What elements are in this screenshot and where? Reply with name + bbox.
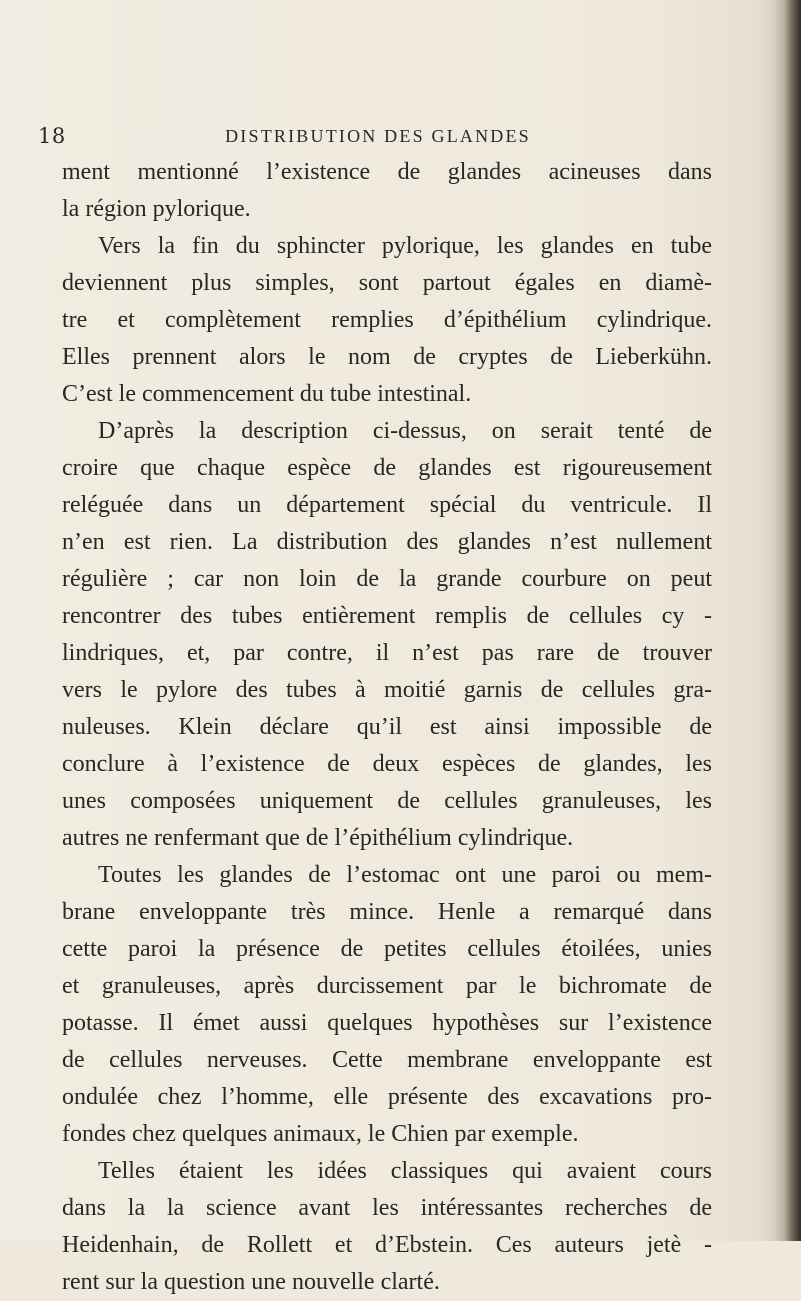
text-line: Vers la fin du sphincter pylorique, les glandes en tube <box>98 233 712 259</box>
text-line: vers le pylore des tubes à moitié garnis de cellules gra- <box>62 677 712 703</box>
text-line: potasse. Il émet aussi quelques hypothèses sur l’existence <box>62 1010 712 1036</box>
page-edge-shadow <box>759 0 801 1241</box>
text-line: reléguée dans un département spécial du ventricule. Il <box>62 492 712 518</box>
text-line: et granuleuses, après durcissement par le bichromate de <box>62 973 712 999</box>
text-line: régulière ; car non loin de la grande courbure on peut <box>62 566 712 592</box>
text-line: unes composées uniquement de cellules granuleuses, les <box>62 788 712 814</box>
text-line: conclure à l’existence de deux espèces de glandes, les <box>62 751 712 777</box>
text-line: deviennent plus simples, sont partout égales en diamè- <box>62 270 712 296</box>
text-line: C’est le commencement du tube intestinal. <box>62 381 472 407</box>
text-line: dans la la science avant les intéressantes recherches de <box>62 1195 712 1221</box>
text-line: Telles étaient les idées classiques qui avaient cours <box>98 1158 712 1184</box>
text-line: fondes chez quelques animaux, le Chien par exemple. <box>62 1121 579 1147</box>
body-text <box>62 154 712 1301</box>
text-line: rencontrer des tubes entièrement remplis de cellules cy - <box>62 603 712 629</box>
text-line: rent sur la question une nouvelle clarté. <box>62 1269 440 1295</box>
page-number: 18 <box>38 124 66 148</box>
text-line: Elles prennent alors le nom de cryptes de Lieberkühn. <box>62 344 712 370</box>
text-line: la région pylorique. <box>62 196 251 222</box>
text-line: nuleuses. Klein déclare qu’il est ainsi impossible de <box>62 714 712 740</box>
text-line: Toutes les glandes de l’estomac ont une paroi ou mem- <box>98 862 712 888</box>
text-line: lindriques, et, par contre, il n’est pas rare de trouver <box>62 640 712 666</box>
text-line: ondulée chez l’homme, elle présente des excavations pro- <box>62 1084 712 1110</box>
text-line: croire que chaque espèce de glandes est rigoureusement <box>62 455 712 481</box>
text-line: brane enveloppante très mince. Henle a remarqué dans <box>62 899 712 925</box>
text-line: ment mentionné l’existence de glandes acineuses dans <box>62 159 712 185</box>
text-line: D’après la description ci-dessus, on serait tenté de <box>98 418 712 444</box>
running-title: DISTRIBUTION DES GLANDES <box>225 126 531 146</box>
text-line: tre et complètement remplies d’épithélium cylindrique. <box>62 307 712 333</box>
text-line: n’en est rien. La distribution des glandes n’est nullement <box>62 529 712 555</box>
text-line: Heidenhain, de Rollett et d’Ebstein. Ces auteurs jetè - <box>62 1232 712 1258</box>
running-head <box>38 124 718 154</box>
text-line: autres ne renfermant que de l’épithélium cylindrique. <box>62 825 574 851</box>
text-line: cette paroi la présence de petites cellules étoilées, unies <box>62 936 712 962</box>
text-line: de cellules nerveuses. Cette membrane enveloppante est <box>62 1047 712 1073</box>
